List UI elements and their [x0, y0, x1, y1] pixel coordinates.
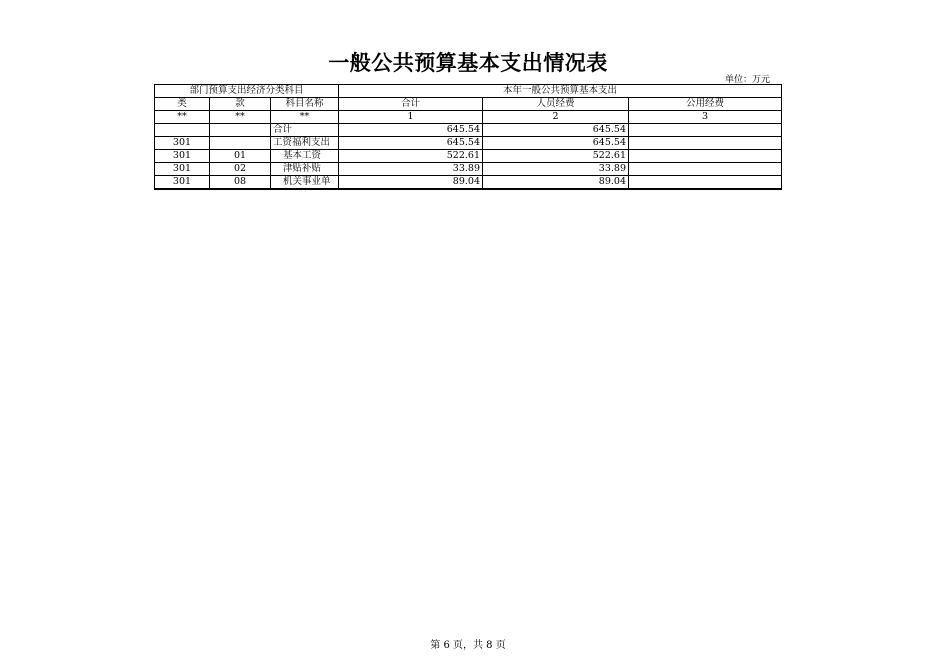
code-cell: 3 [629, 111, 782, 124]
cell-kuan [210, 124, 271, 137]
table-row [155, 163, 782, 176]
code-cell: ** [271, 111, 339, 124]
code-cell: ** [210, 111, 271, 124]
cell-name: 基本工资 [271, 150, 339, 163]
header-group-left: 部门预算支出经济分类科目 [155, 85, 339, 98]
cell-lei: 301 [155, 150, 210, 163]
unit-label: 单位：万元 [725, 75, 771, 85]
cell-kuan [210, 137, 271, 150]
cell-lei [155, 124, 210, 137]
cell-total: 645.54 [339, 137, 483, 150]
page-footer: 第 6 页，共 8 页 [430, 640, 506, 651]
table-group-header-row [155, 85, 782, 98]
header-total: 合计 [339, 98, 483, 111]
header-personnel: 人员经费 [483, 98, 629, 111]
table-row [155, 137, 782, 150]
cell-total: 645.54 [339, 124, 483, 137]
cell-total: 33.89 [339, 163, 483, 176]
page-title: 一般公共预算基本支出情况表 [328, 50, 608, 75]
header-kuan: 款 [210, 98, 271, 111]
cell-kuan: 01 [210, 150, 271, 163]
code-cell: ** [155, 111, 210, 124]
table-header-row [155, 98, 782, 111]
cell-name: 津贴补贴 [271, 163, 339, 176]
cell-lei: 301 [155, 176, 210, 190]
cell-public [629, 163, 782, 176]
cell-public [629, 150, 782, 163]
cell-public [629, 176, 782, 190]
header-group-right: 本年一般公共预算基本支出 [339, 85, 782, 98]
code-cell: 1 [339, 111, 483, 124]
cell-public [629, 137, 782, 150]
table-code-row [155, 111, 782, 124]
cell-personnel: 33.89 [483, 163, 629, 176]
header-lei: 类 [155, 98, 210, 111]
cell-name: 合计 [271, 124, 339, 137]
budget-table [154, 84, 782, 190]
cell-personnel: 522.61 [483, 150, 629, 163]
cell-personnel: 645.54 [483, 124, 629, 137]
cell-total: 522.61 [339, 150, 483, 163]
table-row [155, 124, 782, 137]
cell-total: 89.04 [339, 176, 483, 190]
code-cell: 2 [483, 111, 629, 124]
cell-personnel: 645.54 [483, 137, 629, 150]
cell-public [629, 124, 782, 137]
cell-name: 机关事业单 [271, 176, 339, 190]
header-public: 公用经费 [629, 98, 782, 111]
cell-lei: 301 [155, 137, 210, 150]
cell-personnel: 89.04 [483, 176, 629, 190]
cell-kuan: 08 [210, 176, 271, 190]
header-name: 科目名称 [271, 98, 339, 111]
table-row [155, 176, 782, 190]
cell-lei: 301 [155, 163, 210, 176]
cell-kuan: 02 [210, 163, 271, 176]
cell-name: 工资福利支出 [271, 137, 339, 150]
table-row [155, 150, 782, 163]
